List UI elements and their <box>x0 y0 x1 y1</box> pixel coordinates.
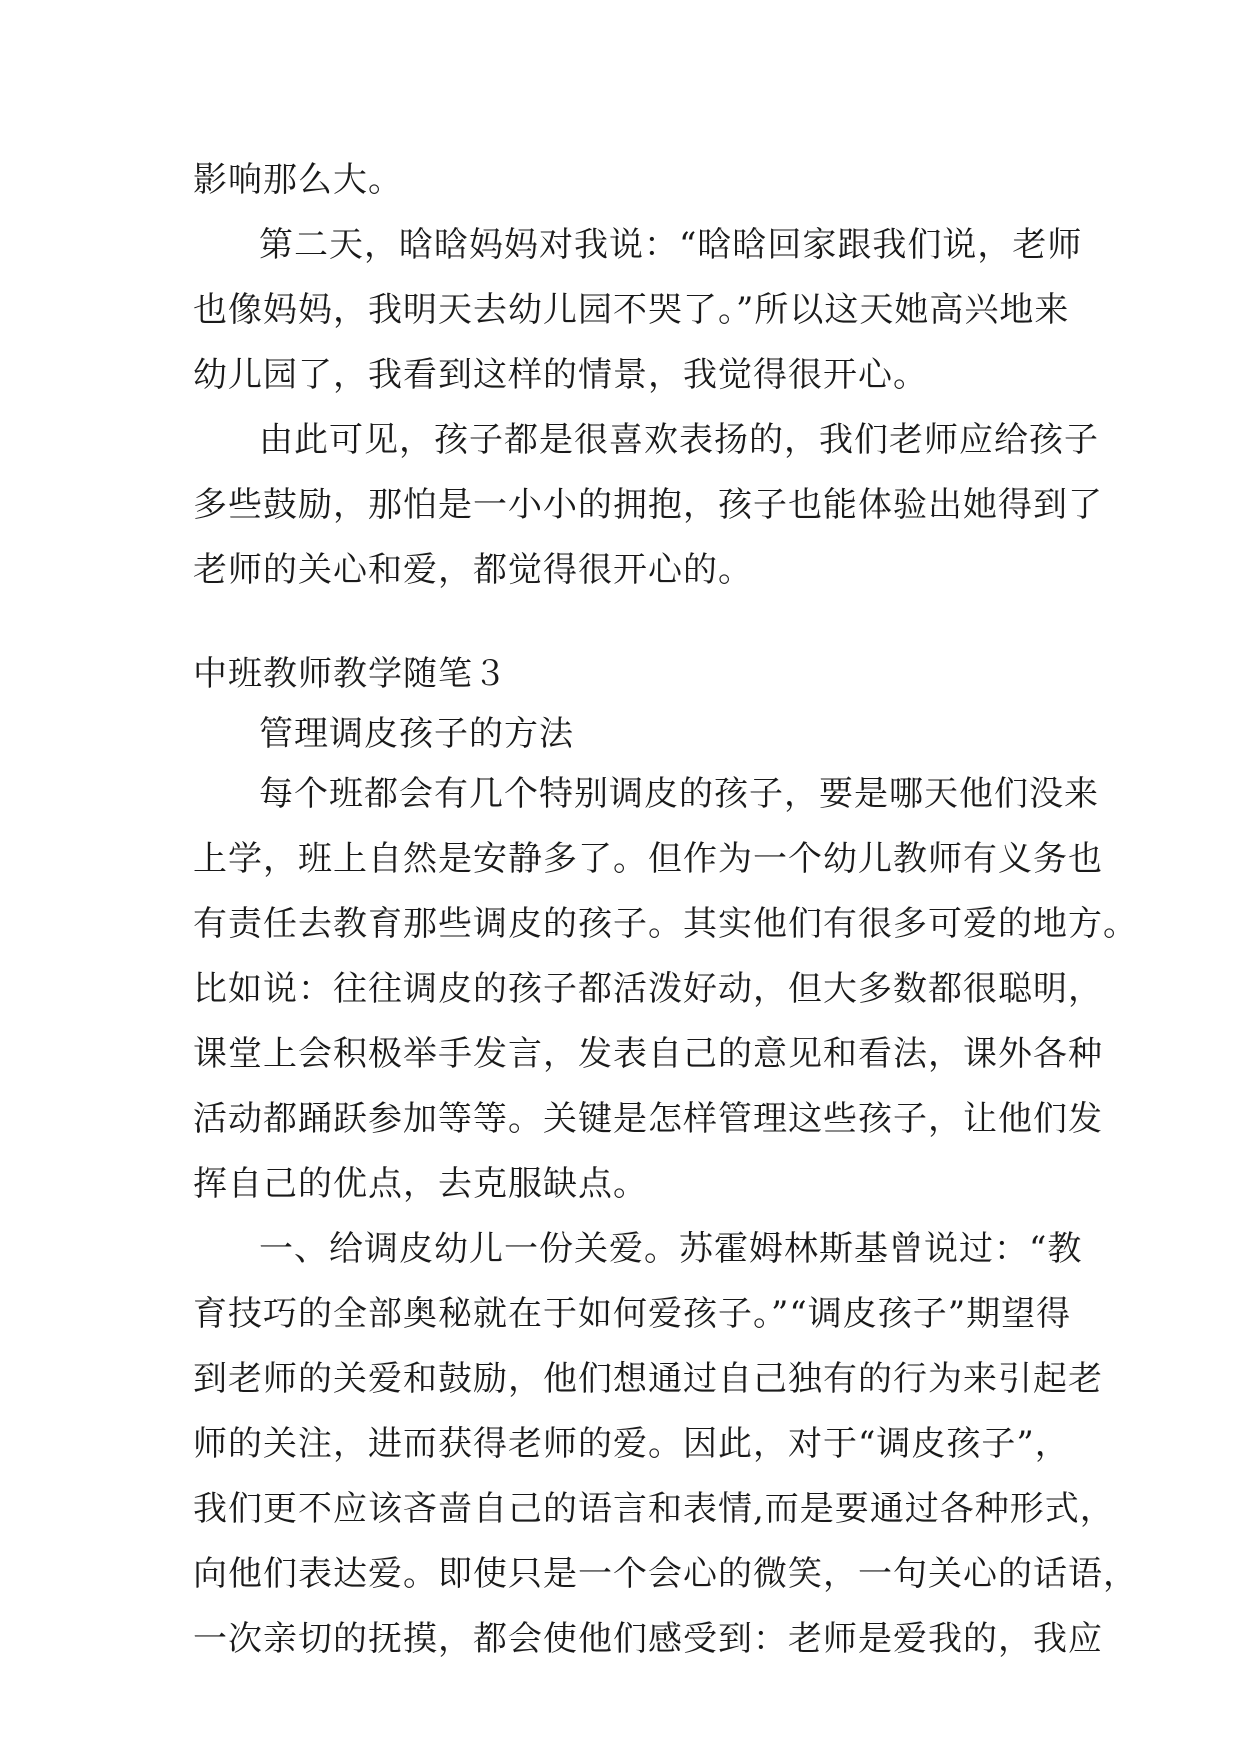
paragraph-line: 上学，班上自然是安静多了。但作为一个幼儿教师有义务也 <box>193 839 1103 879</box>
paragraph-line: 挥自己的优点，去克服缺点。 <box>193 1164 648 1204</box>
paragraph-line: 影响那么大。 <box>193 160 403 200</box>
paragraph-line: 第二天，晗晗妈妈对我说：“晗晗回家跟我们说，老师 <box>259 225 1083 265</box>
paragraph-line: 活动都踊跃参加等等。关键是怎样管理这些孩子，让他们发 <box>193 1099 1103 1139</box>
section-subtitle: 管理调皮孩子的方法 <box>259 714 574 754</box>
paragraph-line: 多些鼓励，那怕是一小小的拥抱，孩子也能体验出她得到了 <box>193 485 1103 525</box>
paragraph-line: 育技巧的全部奥秘就在于如何爱孩子。”“调皮孩子”期望得 <box>193 1294 1072 1334</box>
paragraph-line: 有责任去教育那些调皮的孩子。其实他们有很多可爱的地方。 <box>193 904 1138 944</box>
paragraph-line: 由此可见，孩子都是很喜欢表扬的，我们老师应给孩子 <box>259 420 1099 460</box>
paragraph-line: 每个班都会有几个特别调皮的孩子，要是哪天他们没来 <box>259 774 1099 814</box>
paragraph-line: 比如说：往往调皮的孩子都活泼好动，但大多数都很聪明， <box>193 969 1103 1009</box>
paragraph-line: 幼儿园了，我看到这样的情景，我觉得很开心。 <box>193 355 928 395</box>
paragraph-line: 师的关注，进而获得老师的爱。因此，对于“调皮孩子”， <box>193 1424 1070 1464</box>
paragraph-line: 向他们表达爱。即使只是一个会心的微笑，一句关心的话语， <box>193 1554 1138 1594</box>
paragraph-line: 也像妈妈，我明天去幼儿园不哭了。”所以这天她高兴地来 <box>193 290 1070 330</box>
paragraph-line: 老师的关心和爱，都觉得很开心的。 <box>193 550 753 590</box>
paragraph-line: 到老师的关爱和鼓励，他们想通过自己独有的行为来引起老 <box>193 1359 1103 1399</box>
paragraph-line: 课堂上会积极举手发言，发表自己的意见和看法，课外各种 <box>193 1034 1103 1074</box>
paragraph-line: 一、给调皮幼儿一份关爱。苏霍姆林斯基曾说过：“教 <box>259 1229 1083 1269</box>
section-heading: 中班教师教学随笔３ <box>193 654 508 694</box>
paragraph-line: 一次亲切的抚摸，都会使他们感受到：老师是爱我的，我应 <box>193 1619 1103 1659</box>
paragraph-line: 我们更不应该吝啬自己的语言和表情,而是要通过各种形式， <box>193 1489 1115 1529</box>
